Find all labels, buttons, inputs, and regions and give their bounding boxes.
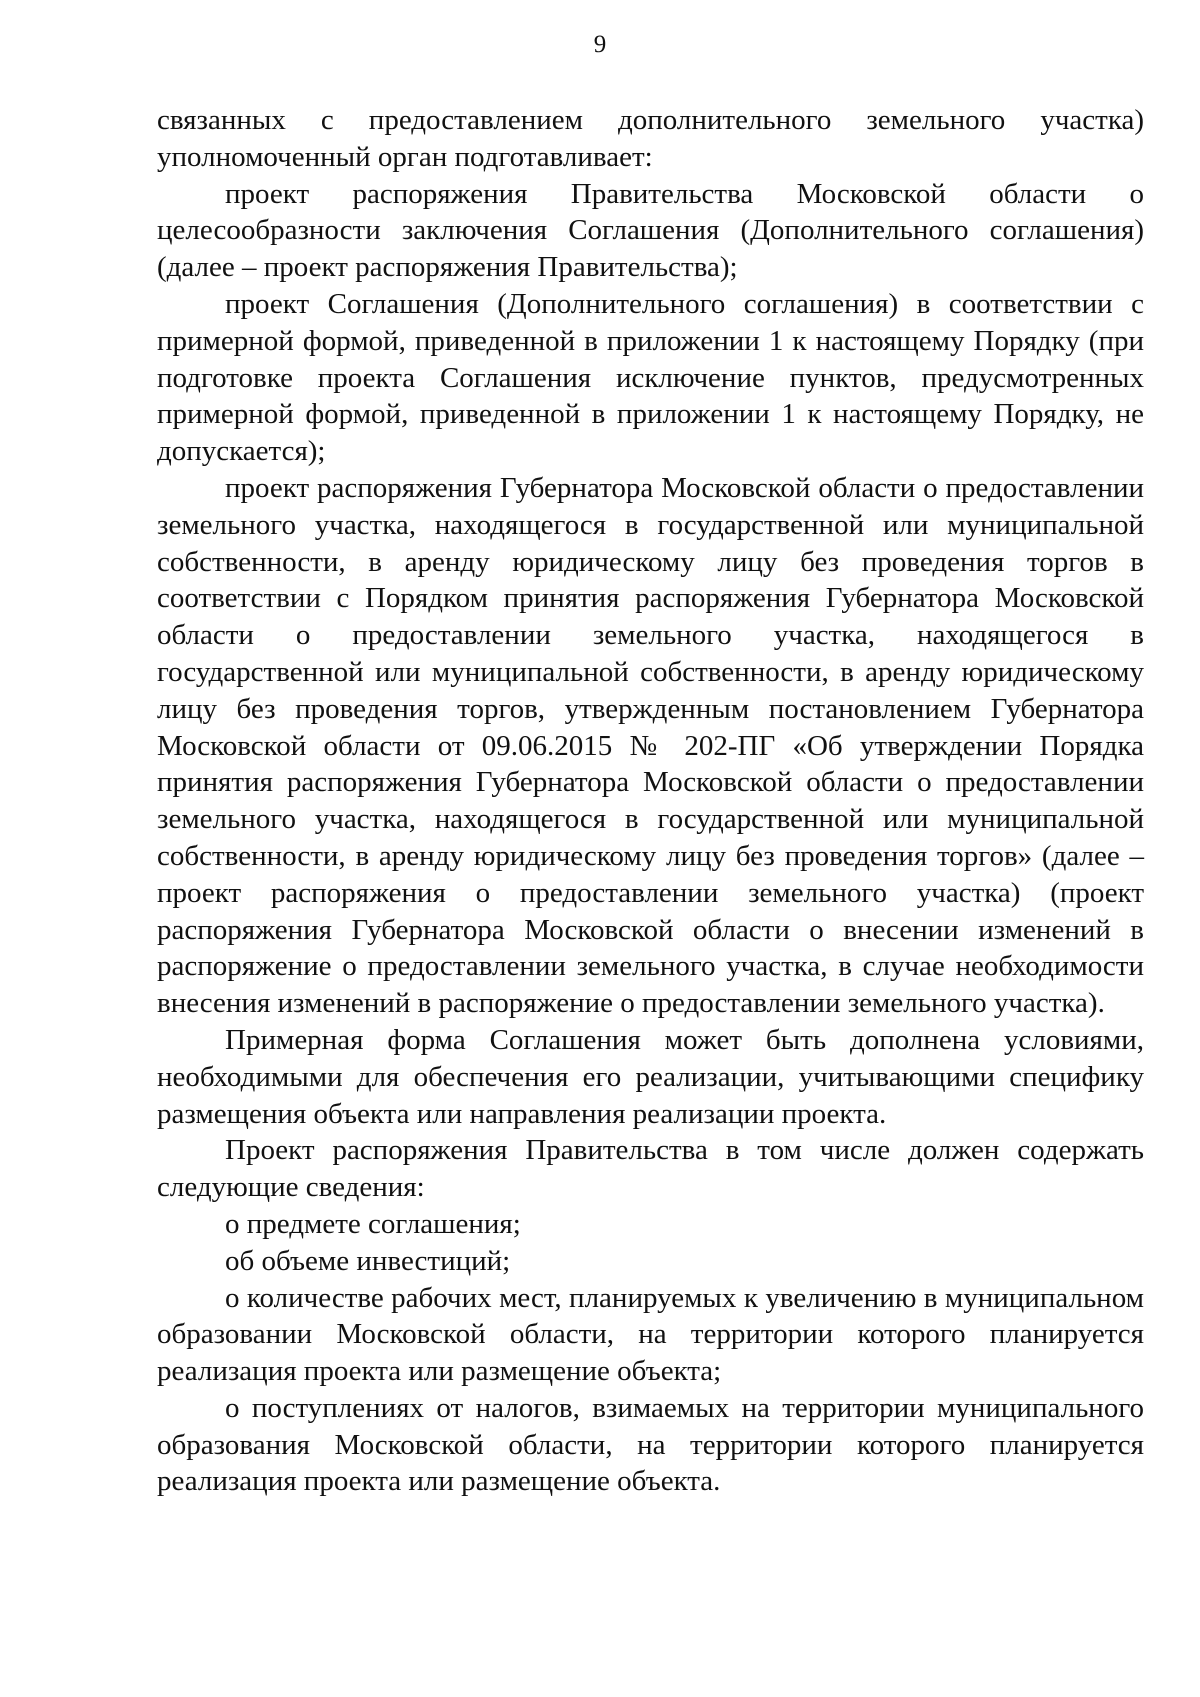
- list-item-subject: о предмете соглашения;: [225, 1207, 521, 1240]
- paragraph-agreement-draft: проект Соглашения (Дополнительного соглашения) в соответствии с примерной формой, приведенной в приложении 1 к настоящему Порядку (при подготовке проекта Соглашения исключение пунктов, предусмотренных примерной формой, приведенной в приложении 1 к настоящему Порядку, не допускается);: [157, 287, 1144, 468]
- page-number: 9: [593, 31, 607, 58]
- paragraph-governor-order-draft: проект распоряжения Губернатора Московской области о предоставлении земельного участка, находящегося в государственной или муниципальной собственности, в аренду юридическому лицу без проведения торгов в соответствии с Порядком принятия распоряжения Губернатора Московской области о предоставлении земельного участка, находящегося в государственной или муниципальной собственности, в аренду юридическому лицу без проведения торгов, утвержденным постановлением Губернатора Московской области от 09.06.2015 № 202-ПГ «Об утверждении Порядка принятия распоряжения Губернатора Московской области о предоставлении земельного участка, находящегося в государственной или муниципальной собственности, в аренду юридическому лицу без проведения торгов» (далее – проект распоряжения о предоставлении земельного участка) (проект распоряжения Губернатора Московской области о внесении изменений в распоряжение о предоставлении земельного участка, в случае необходимости внесения изменений в распоряжение о предоставлении земельного участка).: [157, 471, 1144, 1020]
- paragraph-government-order-draft: проект распоряжения Правительства Московской области о целесообразности заключения Соглашения (Дополнительного соглашения) (далее – проект распоряжения Правительства);: [157, 177, 1144, 284]
- paragraph-continuation: связанных с предоставлением дополнительного земельного участка) уполномоченный орган подготавливает:: [157, 104, 1144, 173]
- document-body: [157, 102, 1144, 1500]
- paragraph-sample-form: Примерная форма Соглашения может быть дополнена условиями, необходимыми для обеспечения его реализации, учитывающими специфику размещения объекта или направления реализации проекта.: [157, 1023, 1144, 1130]
- paragraph-required-info: Проект распоряжения Правительства в том числе должен содержать следующие сведения:: [157, 1134, 1144, 1204]
- list-item-jobs: о количестве рабочих мест, планируемых к увеличению в муниципальном образовании Московской области, на территории которого планируется реализация проекта или размещение объекта;: [157, 1281, 1144, 1388]
- list-item-investment: об объеме инвестиций;: [225, 1244, 511, 1277]
- list-item-taxes: о поступлениях от налогов, взимаемых на территории муниципального образования Московской области, на территории которого планируется реализация проекта или размещение объекта.: [157, 1391, 1144, 1498]
